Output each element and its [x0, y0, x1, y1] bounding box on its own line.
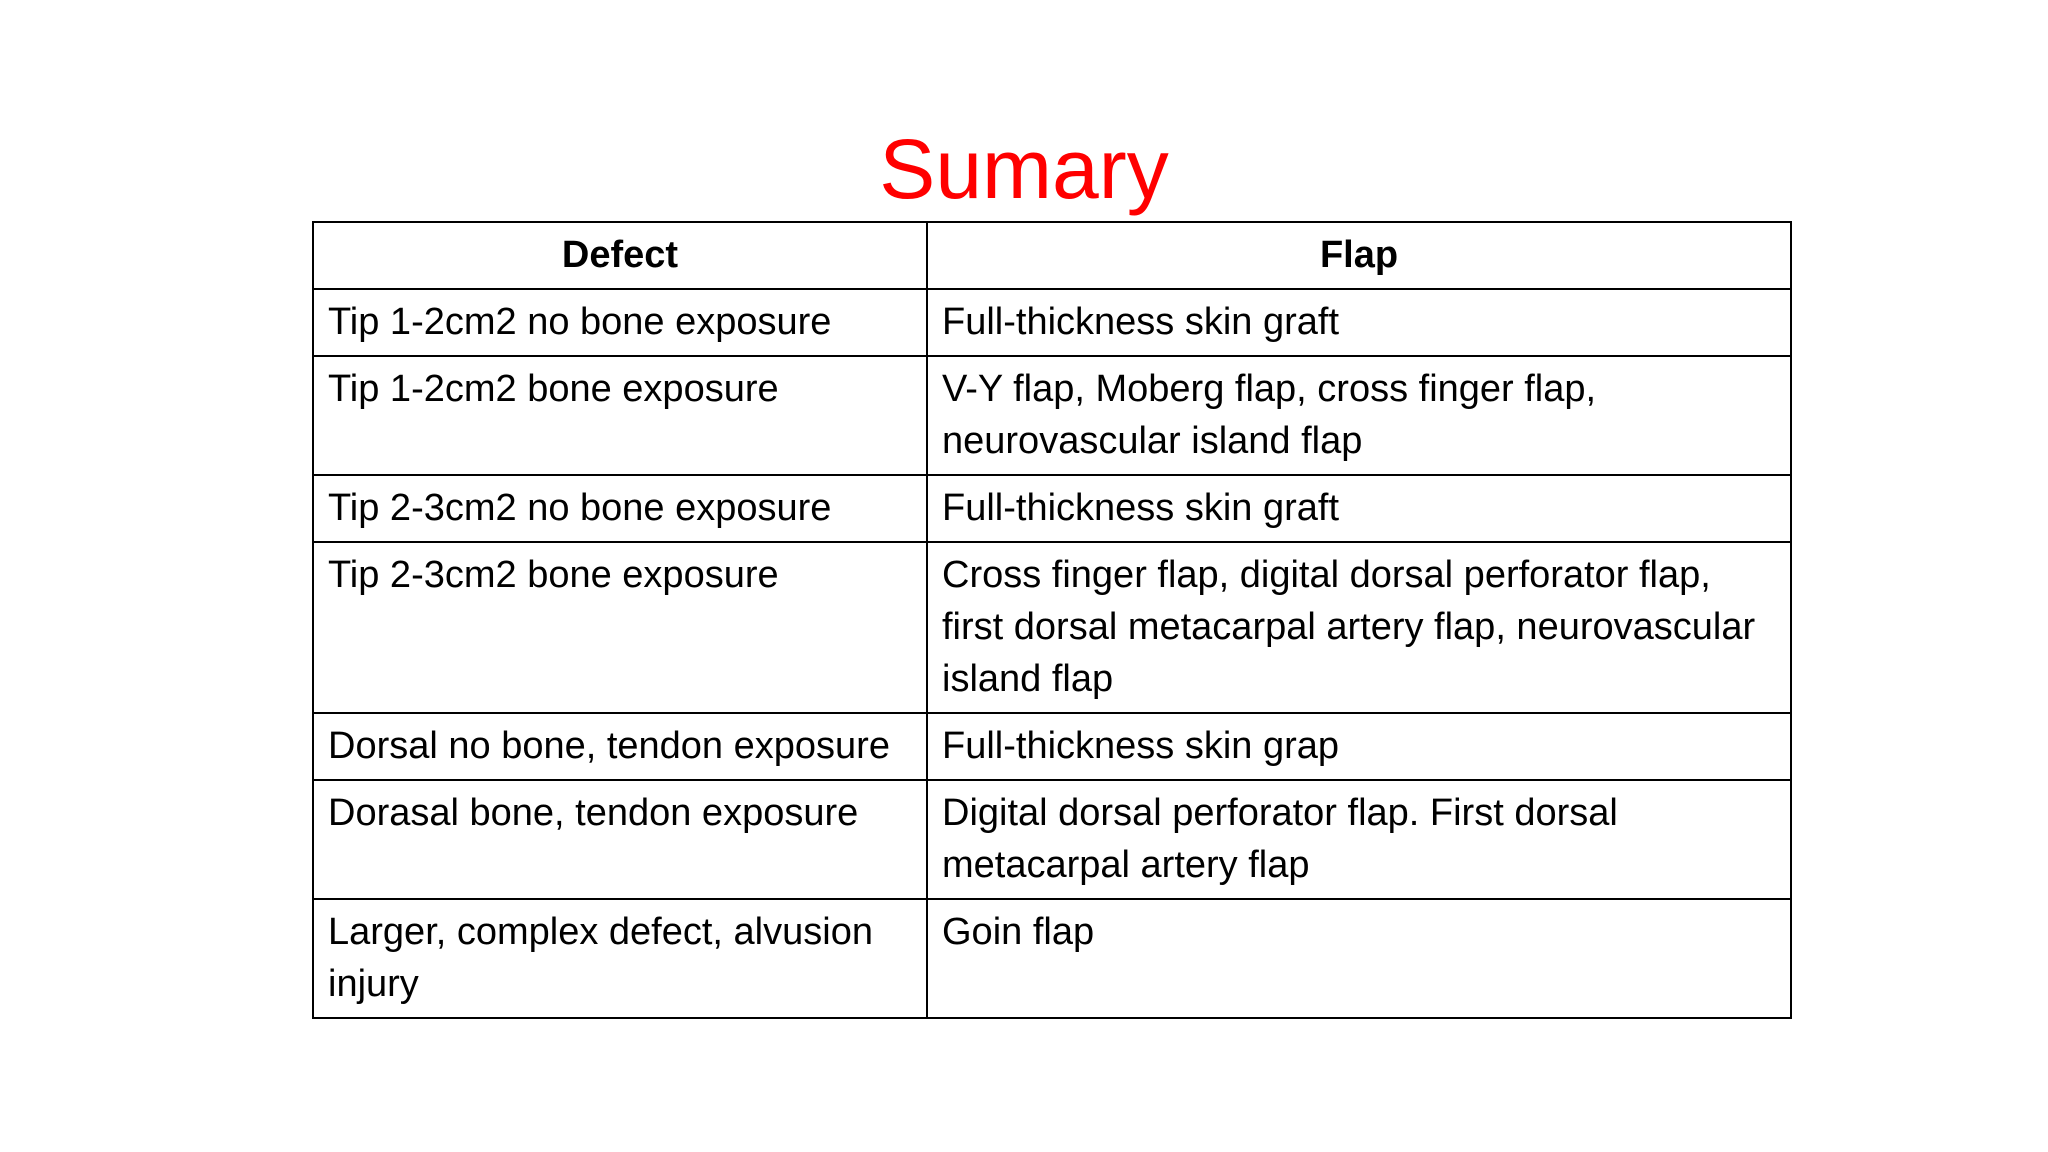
table-row — [313, 780, 1791, 899]
header-defect: Defect — [313, 222, 927, 289]
defect-cell: Tip 1-2cm2 bone exposure — [313, 356, 927, 475]
flap-cell: Cross finger flap, digital dorsal perforator flap, first dorsal metacarpal artery flap, neurovascular island flap — [927, 542, 1791, 713]
table-row — [313, 356, 1791, 475]
table-header-row — [313, 222, 1791, 289]
flap-cell: Digital dorsal perforator flap. First dorsal metacarpal artery flap — [927, 780, 1791, 899]
defect-cell: Tip 1-2cm2 no bone exposure — [313, 289, 927, 356]
flap-cell: V-Y flap, Moberg flap, cross finger flap, neurovascular island flap — [927, 356, 1791, 475]
table-row — [313, 899, 1791, 1018]
flap-cell: Full-thickness skin graft — [927, 475, 1791, 542]
table-row — [313, 475, 1791, 542]
defect-cell: Larger, complex defect, alvusion injury — [313, 899, 927, 1018]
summary-table — [312, 221, 1792, 1019]
table-row — [313, 289, 1791, 356]
table-row — [313, 713, 1791, 780]
flap-cell: Full-thickness skin graft — [927, 289, 1791, 356]
defect-cell: Tip 2-3cm2 no bone exposure — [313, 475, 927, 542]
flap-cell: Full-thickness skin grap — [927, 713, 1791, 780]
slide-title: Sumary — [879, 122, 1169, 217]
defect-cell: Dorasal bone, tendon exposure — [313, 780, 927, 899]
flap-cell: Goin flap — [927, 899, 1791, 1018]
header-flap: Flap — [927, 222, 1791, 289]
defect-cell: Dorsal no bone, tendon exposure — [313, 713, 927, 780]
defect-cell: Tip 2-3cm2 bone exposure — [313, 542, 927, 713]
table-row — [313, 542, 1791, 713]
